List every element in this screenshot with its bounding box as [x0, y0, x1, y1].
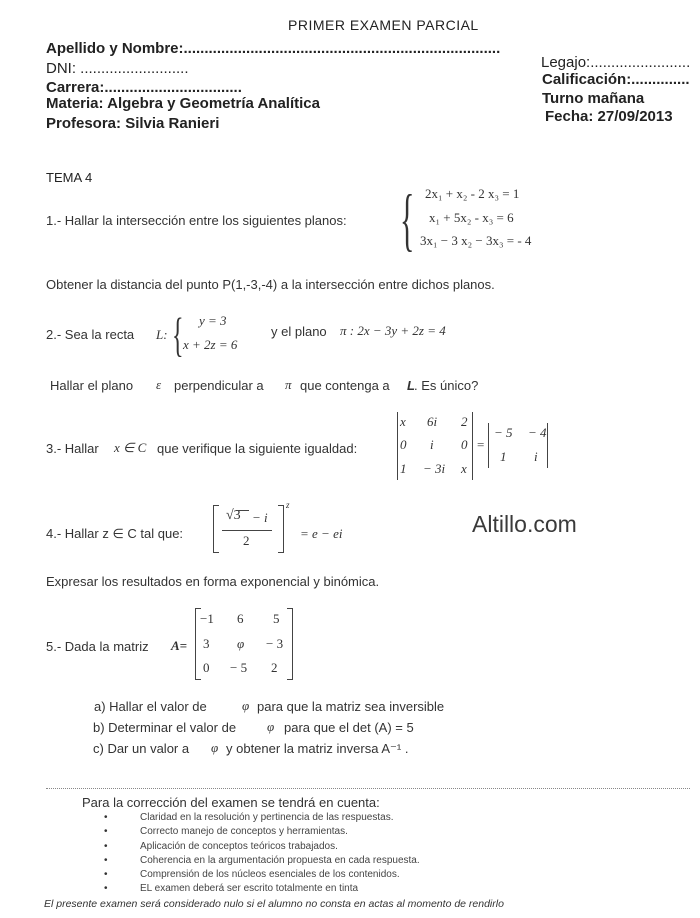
det-cell: 1	[500, 449, 507, 464]
tema-label: TEMA 4	[46, 170, 93, 185]
criteria-item: • Coherencia en la argumentación propuesta en cada respuesta.	[104, 855, 420, 869]
det-cell: i	[534, 449, 538, 464]
q4-bracket-left	[213, 505, 219, 553]
q2-followup-3: que contenga a	[300, 378, 390, 393]
turno-label: Turno mañana	[542, 90, 645, 107]
q2-followup-2: perpendicular a	[174, 378, 264, 393]
det-cell: i	[430, 437, 434, 452]
criteria-item: • Correcto manejo de conceptos y herramientas.	[104, 826, 420, 840]
legajo-field: Legajo:........................	[541, 54, 691, 71]
pi-symbol: π	[285, 377, 292, 392]
q3-equals: =	[477, 437, 485, 452]
q2-plane-eq: π : 2x − 3y + 2z = 4	[340, 323, 446, 338]
matrix-cell: −1	[200, 611, 214, 626]
det-right-bar-r	[547, 423, 548, 468]
matrix-cell: − 5	[230, 660, 248, 675]
phi-symbol: φ	[211, 740, 219, 755]
matrix-cell: 0	[203, 660, 210, 675]
q2-brace: {	[172, 307, 184, 362]
q1-text: 1.- Hallar la intersección entre los siguientes planos:	[46, 213, 347, 228]
det-left-bar-r	[472, 412, 473, 480]
det-cell: 0	[400, 437, 407, 452]
q4-followup: Expresar los resultados en forma exponencial y binómica.	[46, 574, 380, 589]
matrix-cell: 2	[271, 660, 278, 675]
q2-followup-4: . Es único?	[414, 378, 479, 393]
det-cell: 1	[400, 461, 407, 476]
q4-sqrt: √3	[226, 508, 241, 523]
matrix-cell: φ	[237, 636, 245, 651]
calificacion-field: Calificación:..............	[542, 71, 690, 88]
footer-note: El presente examen será considerado nulo si el alumno no consta en actas al momento de rendirlo	[44, 898, 504, 910]
q5-item-c: c) Dar un valor a	[93, 741, 190, 756]
phi-symbol: φ	[242, 698, 250, 713]
fraction-line	[222, 530, 272, 531]
dni-field: DNI: ..........................	[46, 60, 189, 77]
q1-followup: Obtener la distancia del punto P(1,-3,-4) a la intersección entre dichos planos.	[46, 277, 495, 292]
q1-eq-1: 2x₁ + x₂ - 2 x₃ = 1	[425, 186, 520, 201]
q2-followup-1: Hallar el plano	[50, 378, 134, 393]
q4-text: 4.- Hallar z ∈ C tal que:	[46, 526, 184, 541]
q1-brace: {	[400, 179, 415, 258]
criteria-item: • Claridad en la resolución y pertinencia de las respuestas.	[104, 812, 420, 826]
det-cell: − 4	[528, 425, 547, 440]
phi-symbol: φ	[267, 719, 275, 734]
q2-followup-L: L	[407, 378, 415, 393]
q5-text: 5.- Dada la matriz	[46, 639, 149, 654]
materia-label: Materia: Algebra y Geometría Analítica	[46, 95, 320, 112]
q4-denominator: 2	[243, 533, 250, 548]
det-cell: − 5	[494, 425, 513, 440]
carrera-field: Carrera:.................................	[46, 79, 242, 96]
profesora-label: Profesora: Silvia Ranieri	[46, 115, 220, 132]
det-cell: − 3i	[423, 461, 446, 476]
q5-item-b-rest: para que el det (A) = 5	[284, 720, 414, 735]
q2-eq-1: y = 3	[199, 313, 227, 328]
det-left-bar-l	[397, 412, 398, 480]
q2-line-name: L:	[156, 327, 168, 342]
q3-text-2: que verifique la siguiente igualdad:	[157, 441, 358, 456]
q4-numerator-rest: − i	[252, 510, 268, 525]
det-right-bar-l	[488, 423, 489, 468]
criteria-list	[104, 812, 420, 898]
watermark: Altillo.com	[472, 511, 577, 537]
q4-bracket-right	[278, 505, 284, 553]
footer-divider	[46, 788, 690, 789]
exam-title: PRIMER EXAMEN PARCIAL	[288, 17, 479, 33]
q2-eq-2: x + 2z = 6	[183, 337, 238, 352]
q2-text: 2.- Sea la recta	[46, 327, 135, 342]
matrix-cell: − 3	[266, 636, 284, 651]
q5-item-b: b) Determinar el valor de	[93, 720, 237, 735]
q1-eq-3: 3x₁ − 3 x₂ − 3x₃ = - 4	[420, 233, 532, 248]
q4-sqrt-bar	[236, 510, 249, 511]
q5-item-a: a) Hallar el valor de	[94, 699, 207, 714]
det-cell: x	[461, 461, 467, 476]
criteria-item: • Comprensión de los núcleos esenciales de los contenidos.	[104, 869, 420, 883]
criteria-item: • EL examen deberá ser escrito totalmente en tinta	[104, 883, 420, 897]
q1-eq-2: x₁ + 5x₂ - x₃ = 6	[429, 210, 514, 225]
q3-text-1: 3.- Hallar	[46, 441, 99, 456]
epsilon-symbol: ε	[156, 377, 162, 392]
fecha-label: Fecha: 27/09/2013	[545, 108, 673, 125]
matrix-bracket-right	[287, 608, 293, 680]
q3-var: x ∈ C	[114, 440, 147, 455]
footer-heading: Para la corrección del examen se tendrá en cuenta:	[82, 795, 380, 810]
q5-item-a-rest: para que la matriz sea inversible	[257, 699, 445, 714]
matrix-cell: 5	[273, 611, 280, 626]
det-cell: 6i	[427, 414, 438, 429]
matrix-cell: 3	[203, 636, 210, 651]
criteria-item: • Aplicación de conceptos teóricos trabajados.	[104, 841, 420, 855]
det-cell: 0	[461, 437, 468, 452]
apellido-field: Apellido y Nombre:............................................................................	[46, 40, 501, 57]
matrix-cell: 6	[237, 611, 244, 626]
q5-item-c-rest: y obtener la matriz inversa A⁻¹ .	[226, 741, 409, 756]
q4-rhs: = e − ei	[300, 526, 343, 541]
det-cell: 2	[461, 414, 468, 429]
det-cell: x	[400, 414, 406, 429]
q4-exponent: z	[286, 500, 290, 510]
matrix-name: A=	[171, 638, 188, 653]
q2-plane-text: y el plano	[271, 324, 327, 339]
